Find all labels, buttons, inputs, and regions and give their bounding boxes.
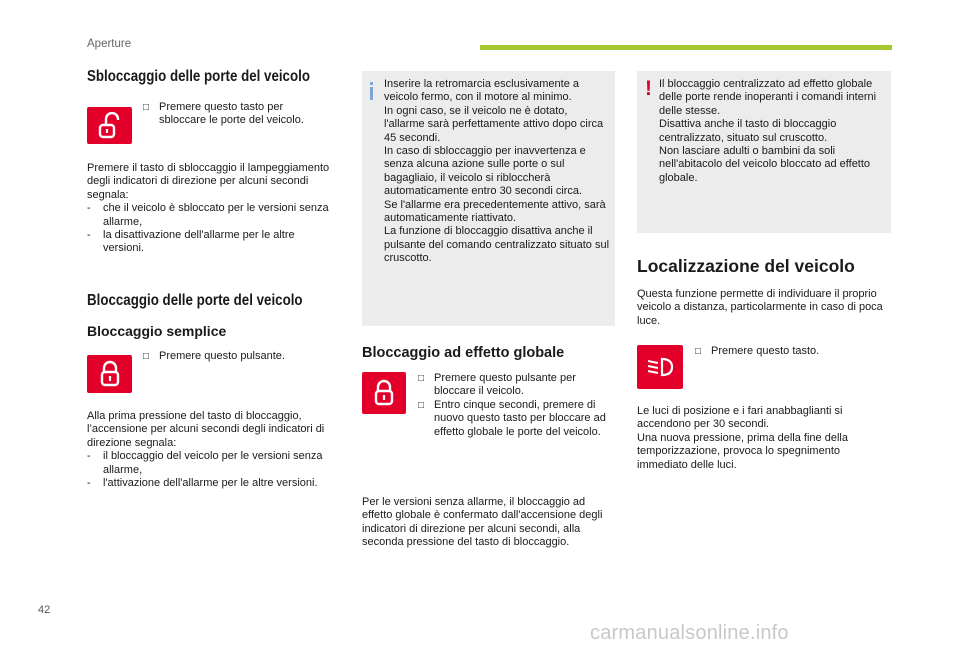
locate-instruction-text: Premere questo tasto. xyxy=(711,345,820,357)
heading-unlock: Sbloccaggio delle porte del veicolo xyxy=(87,68,310,85)
bullet-icon: □ xyxy=(143,102,150,113)
unlock-list-item xyxy=(87,202,337,229)
unlock-instruction xyxy=(143,101,333,128)
heading-global-lock: Bloccaggio ad effetto globale xyxy=(362,345,565,361)
global-lock-paragraph: Per le versioni senza allarme, il bloccaggio ad effetto globale è confermato dall'accensione degli indicatori di direzione per alcuni secondi, alla seconda pressione del tasto di bloccaggio. xyxy=(362,496,603,549)
lock-padlock-icon xyxy=(372,379,396,407)
lock-icon xyxy=(87,355,132,393)
lock-list-text: l'attivazione dell'allarme per le altre versioni. xyxy=(103,477,318,490)
lock-list-item xyxy=(87,477,343,490)
bullet-icon: □ xyxy=(695,346,702,357)
locate-paragraph: Questa funzione permette di individuare il proprio veicolo a distanza, particolarmente in caso di poca luce. xyxy=(637,288,883,327)
dash-marker: - xyxy=(87,477,91,490)
warning-note-box xyxy=(637,71,891,233)
unlock-instruction-text: Premere questo tasto per sbloccare le porte del veicolo. xyxy=(159,101,304,127)
unlock-list-item xyxy=(87,229,337,256)
heading-locate-vehicle: Localizzazione del veicolo xyxy=(637,256,855,276)
locate-instruction xyxy=(695,345,885,358)
section-title: Aperture xyxy=(87,38,132,50)
lock-padlock-icon xyxy=(98,360,122,388)
warning-note-text: Il bloccaggio centralizzato ad effetto globale delle porte rende inoperanti i comandi interni delle stesse. Disattiva anche il tasto di bloccaggio centralizzato, situato sul cruscotto. Non lasciare adulti o bambini da soli nell'abitacolo del veicolo bloccato ad effetto globale. xyxy=(659,78,877,184)
bullet-icon: □ xyxy=(418,399,425,411)
lock-paragraph: Alla prima pressione del tasto di bloccaggio, l’accensione per alcuni secondi degli indicatori di direzione segnala: xyxy=(87,410,325,449)
heading-lock: Bloccaggio delle porte del veicolo xyxy=(87,292,303,309)
global-lock-instructions xyxy=(418,372,618,439)
dash-marker: - xyxy=(87,450,91,463)
warning-icon: ! xyxy=(645,77,652,100)
dash-marker: - xyxy=(87,229,91,242)
dash-marker: - xyxy=(87,202,91,215)
unlock-description xyxy=(87,162,337,256)
global-step-1 xyxy=(418,372,618,399)
low-beam-headlight-icon xyxy=(645,355,675,379)
headlight-icon xyxy=(637,345,683,389)
page-number: 42 xyxy=(38,604,51,616)
global-step-text: Premere questo pulsante per bloccare il veicolo. xyxy=(434,372,576,398)
bullet-icon: □ xyxy=(143,351,150,362)
locate-result-paragraph: Le luci di posizione e i fari anabbaglianti si accendono per 30 secondi. Una nuova pressione, prima della fine della temporizzazione, provoca lo spegnimento immediato delle luci. xyxy=(637,405,848,471)
unlock-list-text: la disattivazione dell'allarme per le altre versioni. xyxy=(103,229,295,255)
unlock-paragraph: Premere il tasto di sbloccaggio il lampeggiamento degli indicatori di direzione per alcuni secondi segnala: xyxy=(87,162,330,201)
header-accent-bar xyxy=(480,45,892,50)
global-step-2 xyxy=(418,399,618,439)
global-lock-icon xyxy=(362,372,406,414)
lock-instruction-text: Premere questo pulsante. xyxy=(159,350,285,362)
lock-instruction xyxy=(143,350,343,363)
unlock-padlock-icon xyxy=(97,112,123,140)
lock-description xyxy=(87,410,343,490)
info-note-text: Inserire la retromarcia esclusivamente a veicolo fermo, con il motore al minimo. In ogni caso, se il veicolo ne è dotato, l'allarme sarà perfettamente attivo dopo circa 45 secondi. In caso di sbloccaggio per inavvertenza e senza alcuna azione sulle porte o sul bagagliaio, il veicolo si ribloccherà automaticamente entro 30 secondi circa. Se l'allarme era precedentemente attivo, sarà automaticamente riattivato. La funzione di bloccaggio disattiva anche il pulsante del comando centralizzato situato sul cruscotto. xyxy=(384,78,610,265)
bullet-icon: □ xyxy=(418,373,425,384)
unlock-list-text: che il veicolo è sbloccato per le versioni senza allarme, xyxy=(103,202,329,228)
watermark: carmanualsonline.info xyxy=(590,622,789,644)
unlock-icon xyxy=(87,107,132,144)
lock-list-text: il bloccaggio del veicolo per le versioni senza allarme, xyxy=(103,450,323,476)
global-step-text: Entro cinque secondi, premere di nuovo questo tasto per bloccare ad effetto globale le porte del veicolo. xyxy=(434,398,606,438)
info-icon xyxy=(370,82,373,100)
subheading-simple-lock: Bloccaggio semplice xyxy=(87,323,227,339)
lock-list-item xyxy=(87,450,343,477)
info-note-box xyxy=(362,71,615,326)
